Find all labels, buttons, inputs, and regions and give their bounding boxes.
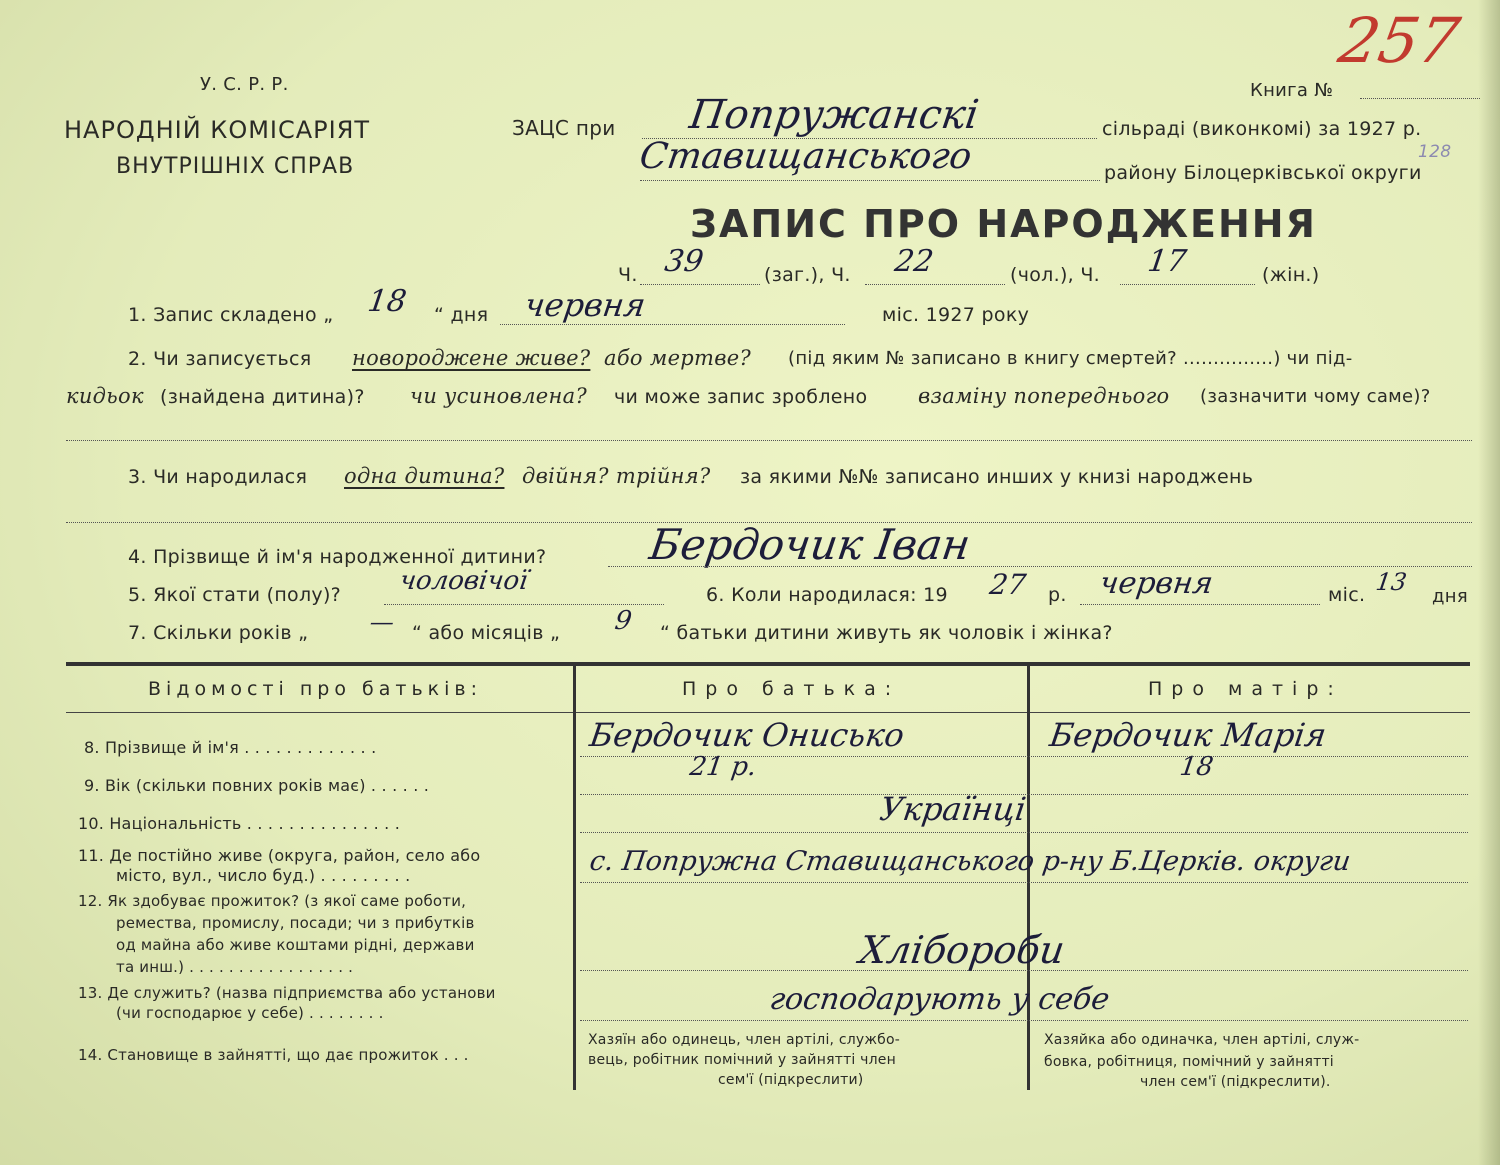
district-text: району Білоцерківської округи bbox=[1104, 162, 1422, 184]
male-value: 22 bbox=[892, 244, 936, 279]
nationality: Українці bbox=[877, 790, 1029, 828]
row-label-surname: 8. Прізвище й ім'я . . . . . . . . . . . . . bbox=[84, 738, 377, 757]
q7-months: 9 bbox=[612, 606, 634, 636]
q7-label-b: “ або місяців „ bbox=[412, 622, 561, 644]
q1-day-suffix: “ дня bbox=[434, 304, 489, 326]
q2-line2-f: (зазначити чому саме)? bbox=[1200, 386, 1431, 407]
q5-label: 5. Якої стати (полу)? bbox=[128, 584, 342, 606]
mother-age: 18 bbox=[1177, 752, 1216, 782]
q6-day-suffix: дня bbox=[1432, 586, 1468, 607]
q2-line1-a: 2. Чи записується bbox=[128, 348, 312, 370]
q4-label: 4. Прізвище й ім'я народженної дитини? bbox=[128, 546, 547, 568]
ministry-line2: ВНУТРІШНІХ СПРАВ bbox=[116, 154, 355, 179]
q2-line2-a: кидьок bbox=[66, 384, 144, 408]
row-label-income-3: од майна або живе коштами рідні, держави bbox=[116, 936, 475, 954]
zats-prefix: ЗАЦС при bbox=[512, 116, 616, 140]
female-line bbox=[1120, 284, 1255, 285]
q6-month-line bbox=[1080, 604, 1320, 605]
row-line-3 bbox=[580, 832, 1468, 833]
q3-a: 3. Чи народилася bbox=[128, 466, 308, 488]
row-label-age: 9. Вік (скільки повних років має) . . . . . . bbox=[84, 776, 430, 795]
q2-line2-c: чи усиновлена? bbox=[410, 384, 588, 408]
q6-day: 13 bbox=[1374, 568, 1409, 596]
residence: с. Попружна Ставищанського р-ну Б.Церків. округи bbox=[587, 846, 1353, 877]
usrr-label: У. С. Р. Р. bbox=[200, 74, 289, 95]
q1-prefix: 1. Запис складено „ bbox=[128, 304, 334, 326]
form-title: ЗАПИС ПРО НАРОДЖЕННЯ bbox=[690, 202, 1317, 246]
q4-line bbox=[608, 566, 1472, 567]
q1-suffix: міс. 1927 року bbox=[882, 304, 1030, 326]
mother-status-1: Хазяйка або одиначка, член артілі, служ- bbox=[1044, 1032, 1360, 1048]
q1-month-line bbox=[500, 324, 845, 325]
q3-d: за якими №№ записано инших у книзі народжень bbox=[740, 466, 1254, 488]
work-place: господарують у себе bbox=[767, 982, 1112, 1017]
q6-year-suffix: р. bbox=[1048, 584, 1067, 606]
father-age: 21 р. bbox=[687, 752, 759, 782]
row-label-income-1: 12. Як здобуває прожиток? (з якої саме роботи, bbox=[78, 892, 467, 910]
q2-line2-b: (знайдена дитина)? bbox=[160, 386, 365, 408]
q2-line2-d: чи може запис зроблено bbox=[614, 386, 868, 408]
village-council-text: сільраді (виконкомі) за 1927 р. bbox=[1102, 118, 1422, 140]
mother-name: Бердочик Марія bbox=[1047, 716, 1329, 754]
row-label-status: 14. Становище в зайнятті, що дає прожиток . . . bbox=[78, 1046, 469, 1064]
q6-label: 6. Коли народилася: 19 bbox=[706, 584, 948, 606]
q1-day: 18 bbox=[365, 284, 409, 319]
q6-month: червня bbox=[1097, 566, 1216, 601]
q2-line1-b: новороджене живе? bbox=[352, 346, 591, 370]
table-top-rule bbox=[66, 662, 1470, 666]
table-col-divider-2 bbox=[1027, 666, 1030, 1090]
row-label-income-4: та инш.) . . . . . . . . . . . . . . . . . bbox=[116, 958, 354, 976]
col1-header: Відомості про батьків: bbox=[148, 678, 482, 700]
total-line bbox=[640, 284, 760, 285]
col2-header: Про батька: bbox=[682, 678, 901, 700]
row-label-residence-1: 11. Де постійно живе (округа, район, село або bbox=[78, 846, 481, 865]
occupation: Хлібороби bbox=[856, 928, 1068, 972]
row-label-income-2: ремества, промислу, посади; чи з прибутків bbox=[116, 914, 475, 932]
row-line-4 bbox=[580, 882, 1468, 883]
q2-line2-e: взаміну попереднього bbox=[918, 384, 1170, 408]
q3-c: двійня? трійня? bbox=[522, 464, 711, 488]
total-value: 39 bbox=[662, 244, 706, 279]
q1-month: червня bbox=[522, 286, 648, 324]
father-name: Бердочик Онисько bbox=[587, 716, 907, 754]
q2-line1-d: (під яким № записано в книгу смертей? ...............) чи під- bbox=[788, 348, 1353, 369]
q5-line bbox=[384, 604, 664, 605]
q4-value: Бердочик Іван bbox=[646, 520, 974, 569]
book-line bbox=[1360, 98, 1480, 99]
q2-blank-line bbox=[66, 440, 1472, 441]
ch-label: Ч. bbox=[618, 264, 638, 286]
q7-label-c: “ батьки дитини живуть як чоловік і жінка? bbox=[660, 622, 1113, 644]
village-handwritten: Попружанскі bbox=[686, 92, 982, 138]
q3-b: одна дитина? bbox=[344, 464, 505, 488]
q7-label-a: 7. Скільки років „ bbox=[128, 622, 309, 644]
table-col-divider-1 bbox=[573, 666, 576, 1090]
father-status-3: сем'ї (підкреслити) bbox=[718, 1072, 864, 1088]
father-status-1: Хазяїн або одинець, член артілі, службо- bbox=[588, 1032, 901, 1048]
book-label: Книга № bbox=[1250, 80, 1334, 101]
row-label-residence-2: місто, вул., число буд.) . . . . . . . . . bbox=[116, 866, 411, 885]
female-label: (жін.) bbox=[1262, 264, 1320, 286]
q5-value: чоловічої bbox=[397, 566, 530, 596]
father-status-2: вець, робітник помічний у зайнятті член bbox=[588, 1052, 896, 1068]
ministry-line1: НАРОДНІЙ КОМІСАРІЯТ bbox=[64, 116, 371, 144]
table-header-rule bbox=[66, 712, 1470, 713]
male-label: (чол.), Ч. bbox=[1010, 264, 1101, 286]
correction-number: 128 bbox=[1418, 142, 1452, 162]
male-line bbox=[865, 284, 1005, 285]
q6-month-suffix: міс. bbox=[1328, 584, 1366, 606]
book-number: 257 bbox=[1333, 4, 1465, 77]
row-label-workplace-1: 13. Де служить? (назва підприємства або установи bbox=[78, 984, 496, 1002]
row-label-workplace-2: (чи господарює у себе) . . . . . . . . bbox=[116, 1004, 384, 1022]
q2-line1-c: або мертве? bbox=[604, 346, 752, 370]
mother-status-3: член сем'ї (підкреслити). bbox=[1140, 1074, 1331, 1090]
row-line-6 bbox=[580, 1020, 1468, 1021]
total-label: (заг.), Ч. bbox=[764, 264, 851, 286]
row-label-nationality: 10. Національність . . . . . . . . . . . . . . . bbox=[78, 814, 401, 833]
page-edge-shadow bbox=[1478, 0, 1500, 1165]
q7-years: — bbox=[368, 608, 396, 636]
mother-status-2: бовка, робітниця, помічний у зайнятті bbox=[1044, 1054, 1334, 1070]
q6-year: 27 bbox=[987, 568, 1028, 601]
district-handwritten: Ставищанського bbox=[637, 136, 975, 177]
district-line bbox=[640, 180, 1100, 181]
col3-header: Про матір: bbox=[1148, 678, 1343, 700]
female-value: 17 bbox=[1145, 244, 1189, 279]
